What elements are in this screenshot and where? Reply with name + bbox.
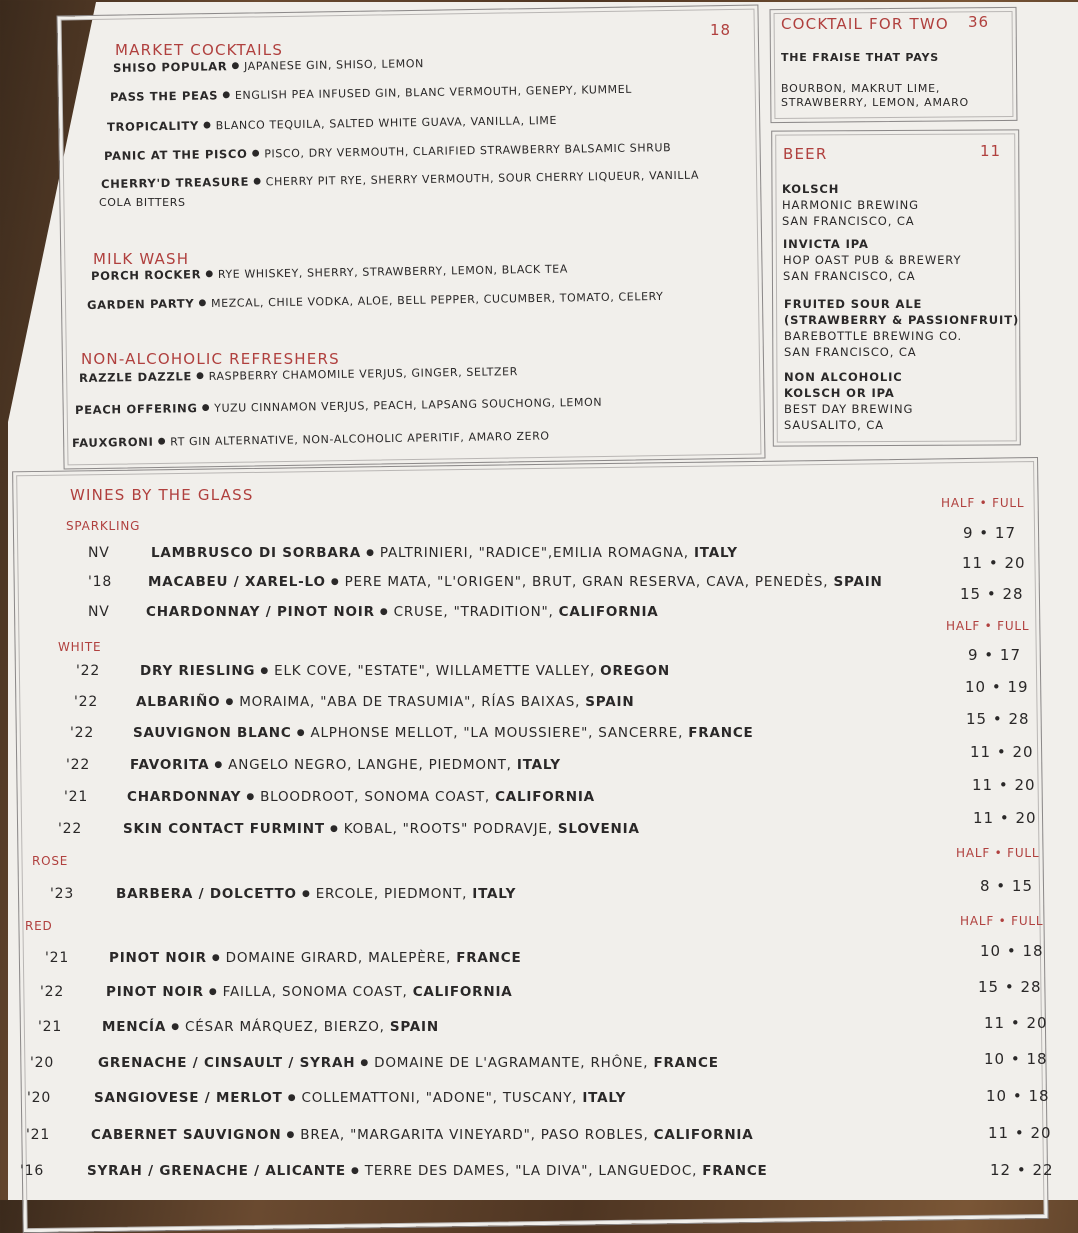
cocktail-item: TROPICALITY ● BLANCO TEQUILA, SALTED WHITE GUAVA, VANILLA, LIME xyxy=(106,113,558,134)
cocktail-name: CHERRY'D TREASURE xyxy=(100,174,250,191)
beer-name: KOLSCH xyxy=(782,182,840,196)
cocktail-for-two-name: THE FRAISE THAT PAYS xyxy=(781,51,940,64)
wine-year: '22 xyxy=(40,984,65,1000)
wine-year: NV xyxy=(88,545,110,561)
wine-year: '21 xyxy=(38,1019,63,1035)
wine-price: 11 • 20 xyxy=(984,1014,1048,1032)
beer-name: NON ALCOHOLIC xyxy=(784,370,903,384)
wine-producer: FAILLA, SONOMA COAST, xyxy=(222,984,408,1000)
wine-price: 11 • 20 xyxy=(973,809,1037,827)
cocktail-name: PANIC AT THE PISCO xyxy=(103,146,248,163)
wine-section-label: WHITE xyxy=(58,640,102,654)
wine-varietal: PINOT NOIR xyxy=(109,950,207,966)
wine-price: 9 • 17 xyxy=(963,524,1017,542)
wine-country: CALIFORNIA xyxy=(653,1127,754,1143)
wines-title: WINES BY THE GLASS xyxy=(70,486,254,504)
wine-producer: ELK COVE, "ESTATE", WILLAMETTE VALLEY, xyxy=(274,663,596,679)
beer-location: SAUSALITO, CA xyxy=(784,418,884,432)
wine-producer: PALTRINIERI, "RADICE",EMILIA ROMAGNA, xyxy=(379,545,689,561)
wine-year: '22 xyxy=(74,694,99,710)
cocktail-desc: RASPBERRY CHAMOMILE VERJUS, GINGER, SELTZER xyxy=(208,365,519,383)
wine-country: ITALY xyxy=(693,545,738,561)
wine-producer: ERCOLE, PIEDMONT, xyxy=(315,886,468,902)
wine-country: ITALY xyxy=(472,886,517,902)
wine-country: ITALY xyxy=(582,1090,627,1106)
beer-brewery: BAREBOTTLE BREWING CO. xyxy=(784,329,963,343)
cocktail-for-two-desc: BOURBON, MAKRUT LIME, xyxy=(781,82,941,95)
beer-name: FRUITED SOUR ALE xyxy=(784,297,923,311)
cocktail-desc: CHERRY PIT RYE, SHERRY VERMOUTH, SOUR CHERRY LIQUEUR, VANILLA xyxy=(265,168,700,189)
beer-title: BEER xyxy=(783,145,828,163)
cocktail-item: SHISO POPULAR ● JAPANESE GIN, SHISO, LEMON xyxy=(112,57,424,75)
wine-producer: BLOODROOT, SONOMA COAST, xyxy=(260,789,490,805)
beer-name: INVICTA IPA xyxy=(783,237,869,251)
cocktail-desc: ENGLISH PEA INFUSED GIN, BLANC VERMOUTH, GENEPY, KUMMEL xyxy=(234,82,633,103)
wine-year: '23 xyxy=(50,886,75,902)
wine-varietal: SAUVIGNON BLANC xyxy=(133,725,292,741)
wine-varietal: SKIN CONTACT FURMINT xyxy=(123,821,325,837)
wine-country: SPAIN xyxy=(585,694,635,710)
beer-item xyxy=(784,369,913,433)
beer-brewery: HARMONIC BREWING xyxy=(782,198,919,212)
market-cocktails-title: MARKET COCKTAILS xyxy=(115,41,284,59)
cocktail-name: PASS THE PEAS xyxy=(109,88,219,104)
half-full-label: HALF • FULL xyxy=(941,496,1025,510)
cocktail-name: PORCH ROCKER xyxy=(90,267,202,283)
wine-varietal: LAMBRUSCO DI SORBARA xyxy=(151,545,362,561)
beer-location: SAN FRANCISCO, CA xyxy=(782,214,915,228)
wine-country: CALIFORNIA xyxy=(558,604,659,620)
wine-price: 10 • 19 xyxy=(965,678,1029,696)
wine-varietal: SYRAH / GRENACHE / ALICANTE xyxy=(87,1163,346,1179)
wine-varietal: SANGIOVESE / MERLOT xyxy=(94,1090,283,1106)
wine-producer: CÉSAR MÁRQUEZ, BIERZO, xyxy=(184,1019,385,1035)
wine-section-label: ROSE xyxy=(32,854,69,868)
wine-price: 11 • 20 xyxy=(970,743,1034,761)
beer-price: 11 xyxy=(980,142,1002,160)
wine-price: 12 • 22 xyxy=(990,1161,1054,1179)
wine-country: FRANCE xyxy=(688,725,754,741)
cocktail-item: CHERRY'D TREASURE ● CHERRY PIT RYE, SHERRY VERMOUTH, SOUR CHERRY LIQUEUR, VANILLA xyxy=(100,168,700,191)
cocktail-name: SHISO POPULAR xyxy=(112,59,228,75)
wine-producer: CRUSE, "TRADITION", xyxy=(393,604,554,620)
beer-item xyxy=(783,236,961,284)
milk-wash-title: MILK WASH xyxy=(93,250,190,268)
wine-price: 10 • 18 xyxy=(984,1050,1048,1068)
wine-year: NV xyxy=(88,604,110,620)
half-full-label: HALF • FULL xyxy=(956,846,1040,860)
beer-brewery: HOP OAST PUB & BREWERY xyxy=(783,253,962,267)
wine-producer: DOMAINE DE L'AGRAMANTE, RHÔNE, xyxy=(374,1055,649,1071)
wine-year: '21 xyxy=(45,950,70,966)
cocktail-desc: RYE WHISKEY, SHERRY, STRAWBERRY, LEMON, BLACK TEA xyxy=(217,262,569,282)
wine-price: 8 • 15 xyxy=(980,877,1034,895)
cocktail-item: GARDEN PARTY ● MEZCAL, CHILE VODKA, ALOE, BELL PEPPER, CUCUMBER, TOMATO, CELERY xyxy=(86,289,664,312)
cocktail-desc: BLANCO TEQUILA, SALTED WHITE GUAVA, VANILLA, LIME xyxy=(215,113,558,133)
half-full-label: HALF • FULL xyxy=(960,914,1044,928)
beer-item xyxy=(784,296,1019,360)
cocktail-for-two-title: COCKTAIL FOR TWO xyxy=(781,15,949,33)
wine-price: 15 • 28 xyxy=(966,710,1030,728)
wine-producer: PERE MATA, "L'ORIGEN", BRUT, GRAN RESERVA, CAVA, PENEDÈS, xyxy=(344,574,829,590)
beer-location: SAN FRANCISCO, CA xyxy=(783,269,916,283)
cocktail-desc: PISCO, DRY VERMOUTH, CLARIFIED STRAWBERRY BALSAMIC SHRUB xyxy=(264,141,672,161)
cocktail-item: PORCH ROCKER ● RYE WHISKEY, SHERRY, STRAWBERRY, LEMON, BLACK TEA xyxy=(90,262,569,283)
wine-producer: BREA, "MARGARITA VINEYARD", PASO ROBLES, xyxy=(300,1127,649,1143)
wine-price: 11 • 20 xyxy=(962,554,1026,572)
wine-varietal: CHARDONNAY / PINOT NOIR xyxy=(146,604,375,620)
wine-price: 15 • 28 xyxy=(960,585,1024,603)
cocktail-name: GARDEN PARTY xyxy=(86,296,195,312)
wine-price: 15 • 28 xyxy=(978,978,1042,996)
wine-producer: COLLEMATTONI, "ADONE", TUSCANY, xyxy=(301,1090,578,1106)
wine-year: '21 xyxy=(26,1127,51,1143)
wine-section-label: SPARKLING xyxy=(66,519,141,533)
wine-year: '22 xyxy=(76,663,101,679)
wine-year: '22 xyxy=(58,821,83,837)
cocktail-name: FAUXGRONI xyxy=(71,434,154,450)
wine-price: 10 • 18 xyxy=(986,1087,1050,1105)
wine-producer: TERRE DES DAMES, "LA DIVA", LANGUEDOC, xyxy=(364,1163,698,1179)
wine-year: '16 xyxy=(20,1163,45,1179)
wine-price: 9 • 17 xyxy=(968,646,1022,664)
wine-varietal: CABERNET SAUVIGNON xyxy=(91,1127,282,1143)
wine-country: SPAIN xyxy=(833,574,883,590)
wine-year: '21 xyxy=(64,789,89,805)
cocktail-item: PANIC AT THE PISCO ● PISCO, DRY VERMOUTH, CLARIFIED STRAWBERRY BALSAMIC SHRUB xyxy=(103,141,672,163)
wine-section-label: RED xyxy=(25,919,53,933)
cocktail-name: RAZZLE DAZZLE xyxy=(78,369,193,385)
beer-item xyxy=(782,181,919,229)
cocktail-desc: JAPANESE GIN, SHISO, LEMON xyxy=(243,57,424,73)
wine-year: '18 xyxy=(88,574,113,590)
wine-year: '20 xyxy=(30,1055,55,1071)
market-cocktails-price: 18 xyxy=(710,21,732,39)
non-alcoholic-title: NON-ALCOHOLIC REFRESHERS xyxy=(81,350,340,368)
cocktail-desc: RT GIN ALTERNATIVE, NON-ALCOHOLIC APERITIF, AMARO ZERO xyxy=(170,429,550,449)
beer-name-detail: (STRAWBERRY & PASSIONFRUIT) xyxy=(784,313,1020,327)
wine-year: '22 xyxy=(66,757,91,773)
wine-year: '20 xyxy=(27,1090,52,1106)
wine-producer: MORAIMA, "ABA DE TRASUMIA", RÍAS BAIXAS, xyxy=(239,694,581,710)
wine-country: ITALY xyxy=(516,757,561,773)
wine-country: FRANCE xyxy=(456,950,522,966)
cocktail-for-two-price: 36 xyxy=(968,13,990,31)
wine-varietal: CHARDONNAY xyxy=(127,789,242,805)
wine-producer: ANGELO NEGRO, LANGHE, PIEDMONT, xyxy=(228,757,512,773)
wine-price: 11 • 20 xyxy=(972,776,1036,794)
wine-varietal: BARBERA / DOLCETTO xyxy=(116,886,297,902)
wine-price: 10 • 18 xyxy=(980,942,1044,960)
wine-varietal: MACABEU / XAREL-LO xyxy=(148,574,326,590)
wine-varietal: ALBARIÑO xyxy=(136,694,221,710)
wine-country: SLOVENIA xyxy=(557,821,640,837)
wine-varietal: FAVORITA xyxy=(130,757,210,773)
wine-varietal: PINOT NOIR xyxy=(106,984,204,1000)
wine-country: SPAIN xyxy=(389,1019,439,1035)
beer-name-detail: KOLSCH OR IPA xyxy=(784,386,895,400)
cocktail-desc: YUZU CINNAMON VERJUS, PEACH, LAPSANG SOUCHONG, LEMON xyxy=(214,395,603,415)
wine-year: '22 xyxy=(70,725,95,741)
wine-country: FRANCE xyxy=(702,1163,768,1179)
wine-country: OREGON xyxy=(600,663,670,679)
cocktail-item: RAZZLE DAZZLE ● RASPBERRY CHAMOMILE VERJUS, GINGER, SELTZER xyxy=(78,365,519,385)
wine-varietal: DRY RIESLING xyxy=(140,663,256,679)
wine-varietal: MENCÍA xyxy=(102,1019,167,1035)
wine-producer: KOBAL, "ROOTS" PODRAVJE, xyxy=(343,821,553,837)
cocktail-name: PEACH OFFERING xyxy=(74,401,198,417)
beer-location: SAN FRANCISCO, CA xyxy=(784,345,917,359)
wine-varietal: GRENACHE / CINSAULT / SYRAH xyxy=(98,1055,356,1071)
cocktail-desc-continued: COLA BITTERS xyxy=(99,196,186,209)
wine-country: CALIFORNIA xyxy=(412,984,513,1000)
cocktail-name: TROPICALITY xyxy=(106,118,200,134)
cocktail-for-two-desc: STRAWBERRY, LEMON, AMARO xyxy=(781,96,969,109)
cocktail-item: PASS THE PEAS ● ENGLISH PEA INFUSED GIN, BLANC VERMOUTH, GENEPY, KUMMEL xyxy=(109,82,633,104)
half-full-label: HALF • FULL xyxy=(946,619,1030,633)
cocktail-item: FAUXGRONI ● RT GIN ALTERNATIVE, NON-ALCOHOLIC APERITIF, AMARO ZERO xyxy=(71,429,550,450)
cocktail-item: PEACH OFFERING ● YUZU CINNAMON VERJUS, PEACH, LAPSANG SOUCHONG, LEMON xyxy=(74,395,603,417)
wine-price: 11 • 20 xyxy=(988,1124,1052,1142)
wine-producer: DOMAINE GIRARD, MALEPÈRE, xyxy=(225,950,452,966)
cocktail-desc: MEZCAL, CHILE VODKA, ALOE, BELL PEPPER, CUCUMBER, TOMATO, CELERY xyxy=(210,289,664,311)
wine-country: FRANCE xyxy=(653,1055,719,1071)
beer-brewery: BEST DAY BREWING xyxy=(784,402,914,416)
wine-country: CALIFORNIA xyxy=(495,789,595,805)
wine-producer: ALPHONSE MELLOT, "LA MOUSSIERE", SANCERRE, xyxy=(310,725,684,741)
